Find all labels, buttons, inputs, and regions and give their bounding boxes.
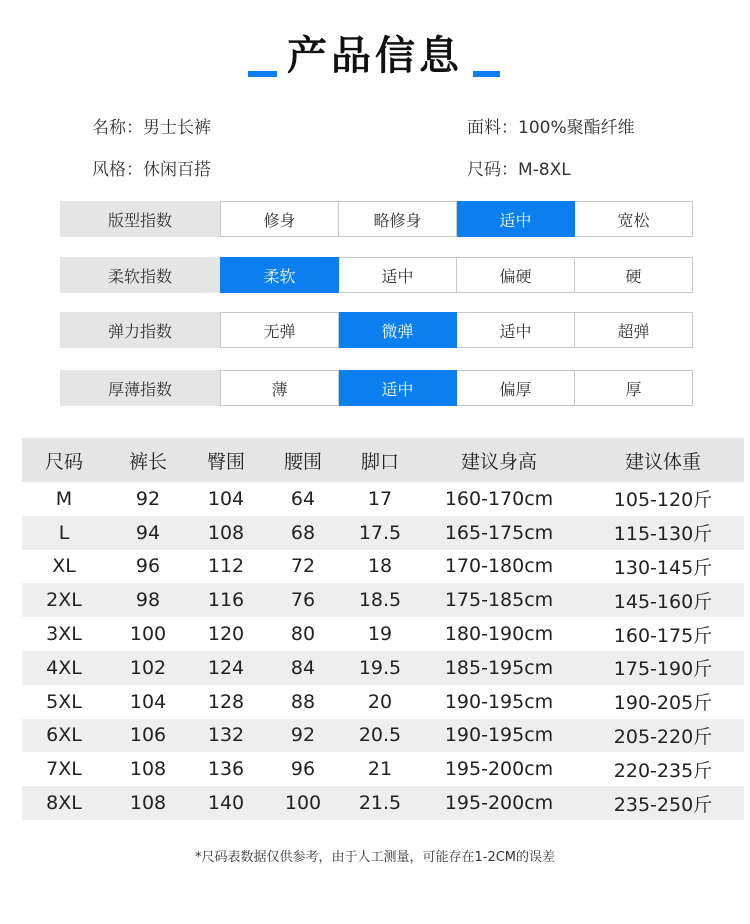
table-cell: 5XL xyxy=(46,690,82,713)
table-cell: 115-130斤 xyxy=(582,516,744,550)
table-cell: 64 xyxy=(290,487,316,510)
table-cell: 140 xyxy=(190,786,262,820)
index-option: 硬 xyxy=(575,257,693,293)
table-cell: 7XL xyxy=(46,758,82,781)
table-row xyxy=(22,583,744,617)
table-cell: 76 xyxy=(262,583,344,617)
table-cell: 102 xyxy=(106,651,190,685)
index-option: 无弹 xyxy=(220,312,339,348)
table-cell: 4XL xyxy=(22,651,106,685)
table-cell: 128 xyxy=(207,690,245,713)
table-cell: 3XL xyxy=(46,623,82,646)
table-cell: 130-145斤 xyxy=(613,556,713,579)
table-cell: 21 xyxy=(367,758,393,781)
info-style: 风格：休闲百搭 xyxy=(92,160,211,180)
table-row xyxy=(22,752,744,786)
table-cell: 17.5 xyxy=(344,516,416,550)
column-header: 建议身高 xyxy=(416,438,582,482)
table-cell: M xyxy=(55,487,73,510)
disclaimer-note: *尺码表数据仅供参考，由于人工测量，可能存在1-2CM的误差 xyxy=(194,850,556,865)
table-cell: 235-250斤 xyxy=(582,786,744,820)
table-row xyxy=(22,617,744,651)
index-row xyxy=(60,370,693,406)
table-row xyxy=(22,651,744,685)
table-cell: 195-200cm xyxy=(416,786,582,820)
info-name: 名称：男士长裤 xyxy=(92,118,211,138)
table-cell: 20 xyxy=(367,690,393,713)
index-option-selected: 微弹 xyxy=(339,312,457,348)
index-label: 版型指数 xyxy=(60,201,220,237)
table-row xyxy=(22,786,744,820)
table-cell: 20.5 xyxy=(344,719,416,753)
index-option: 厚 xyxy=(575,370,693,406)
index-row xyxy=(60,201,693,237)
table-cell: 100 xyxy=(262,786,344,820)
table-cell: 92 xyxy=(135,487,161,510)
size-table-header xyxy=(22,438,744,482)
table-cell: 160-175斤 xyxy=(613,624,713,647)
table-cell: 190-205斤 xyxy=(613,692,713,715)
index-row xyxy=(60,257,693,293)
index-label: 弹力指数 xyxy=(60,312,220,348)
column-header: 建议体重 xyxy=(582,438,744,482)
index-option: 偏厚 xyxy=(457,370,575,406)
column-header: 裤长 xyxy=(106,438,190,482)
table-cell: 96 xyxy=(290,758,316,781)
table-cell: 165-175cm xyxy=(416,516,582,550)
table-cell: 100 xyxy=(129,623,167,646)
table-cell: 104 xyxy=(129,690,167,713)
table-cell: 18.5 xyxy=(344,583,416,617)
table-cell: 145-160斤 xyxy=(582,583,744,617)
table-cell: 92 xyxy=(262,719,344,753)
table-cell: L xyxy=(22,516,106,550)
table-cell: 18 xyxy=(367,555,393,578)
index-option: 薄 xyxy=(220,370,339,406)
table-cell: 98 xyxy=(106,583,190,617)
table-cell: 185-195cm xyxy=(416,651,582,685)
table-row xyxy=(22,482,744,516)
index-option: 宽松 xyxy=(575,201,693,237)
table-cell: 190-195cm xyxy=(416,719,582,753)
index-option-selected: 适中 xyxy=(339,370,457,406)
table-cell: 175-190斤 xyxy=(582,651,744,685)
table-cell: 96 xyxy=(135,555,161,578)
table-cell: 112 xyxy=(207,555,245,578)
info-fabric: 面料：100%聚酯纤维 xyxy=(467,118,635,138)
table-cell: 84 xyxy=(262,651,344,685)
table-cell: 105-120斤 xyxy=(613,489,713,512)
index-label: 厚薄指数 xyxy=(60,370,220,406)
column-header: 尺码 xyxy=(22,438,106,482)
table-cell: 108 xyxy=(190,516,262,550)
table-row xyxy=(22,550,744,584)
title-section xyxy=(0,28,750,88)
table-cell: 132 xyxy=(190,719,262,753)
table-cell: 205-220斤 xyxy=(582,719,744,753)
column-header: 腰围 xyxy=(262,438,344,482)
table-row xyxy=(22,719,744,753)
table-cell: 160-170cm xyxy=(444,487,554,510)
index-row xyxy=(60,312,693,348)
page-title: 产品信息 xyxy=(277,33,473,79)
table-cell: 170-180cm xyxy=(444,555,554,578)
column-header: 臀围 xyxy=(190,438,262,482)
table-cell: 120 xyxy=(207,623,245,646)
table-cell: 19.5 xyxy=(344,651,416,685)
table-cell: 80 xyxy=(290,623,316,646)
index-option: 偏硬 xyxy=(457,257,575,293)
table-cell: 108 xyxy=(106,786,190,820)
index-option: 略修身 xyxy=(339,201,457,237)
table-cell: 94 xyxy=(106,516,190,550)
table-cell: 68 xyxy=(262,516,344,550)
table-cell: 195-200cm xyxy=(444,758,554,781)
index-option: 超弹 xyxy=(575,312,693,348)
table-cell: 180-190cm xyxy=(444,623,554,646)
table-cell: 124 xyxy=(190,651,262,685)
index-option-selected: 柔软 xyxy=(220,257,339,293)
index-label: 柔软指数 xyxy=(60,257,220,293)
info-size: 尺码：M-8XL xyxy=(467,160,571,180)
table-cell: 104 xyxy=(207,487,245,510)
table-cell: 21.5 xyxy=(344,786,416,820)
table-cell: 72 xyxy=(290,555,316,578)
table-cell: 6XL xyxy=(22,719,106,753)
table-cell: 8XL xyxy=(22,786,106,820)
table-cell: XL xyxy=(52,555,76,578)
index-option-selected: 适中 xyxy=(457,201,575,237)
index-option: 适中 xyxy=(457,312,575,348)
table-cell: 17 xyxy=(367,487,393,510)
index-option: 适中 xyxy=(339,257,457,293)
table-cell: 190-195cm xyxy=(444,690,554,713)
table-cell: 106 xyxy=(106,719,190,753)
table-cell: 175-185cm xyxy=(416,583,582,617)
table-cell: 19 xyxy=(367,623,393,646)
index-option: 修身 xyxy=(220,201,339,237)
table-cell: 136 xyxy=(207,758,245,781)
table-row xyxy=(22,685,744,719)
column-header: 脚口 xyxy=(344,438,416,482)
size-table xyxy=(22,438,744,820)
table-cell: 116 xyxy=(190,583,262,617)
table-cell: 88 xyxy=(290,690,316,713)
table-row xyxy=(22,516,744,550)
table-cell: 108 xyxy=(129,758,167,781)
table-cell: 220-235斤 xyxy=(613,759,713,782)
table-cell: 2XL xyxy=(22,583,106,617)
